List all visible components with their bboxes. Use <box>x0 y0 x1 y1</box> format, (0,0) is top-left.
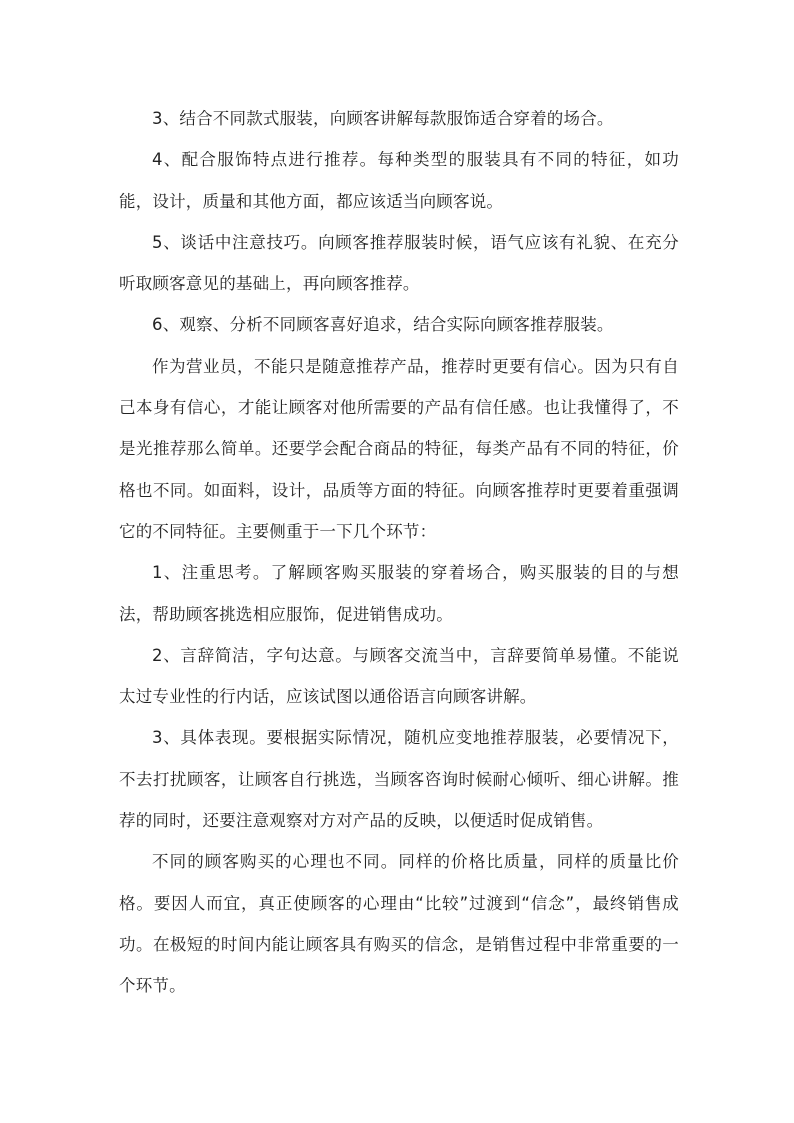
paragraph-item-1-thinking: 1、注重思考。了解顾客购买服装的穿着场合，购买服装的目的与想法，帮助顾客挑选相应服饰，促进销售成功。 <box>119 563 679 624</box>
paragraph-item-3-performance: 3、具体表现。要根据实际情况，随机应变地推荐服装，必要情况下，不去打扰顾客，让顾客自行挑选，当顾客咨询时候耐心倾听、细心讲解。推荐的同时，还要注意观察对方对产品的反映，以便适时促成销售。 <box>119 728 679 831</box>
paragraph-item-2-concise: 2、言辞简洁，字句达意。与顾客交流当中，言辞要简单易懂。不能说太过专业性的行内话，应该试图以通俗语言向顾客讲解。 <box>119 645 679 707</box>
paragraph-customer-psychology: 不同的顾客购买的心理也不同。同样的价格比质量，同样的质量比价格。要因人而宜，真正使顾客的心理由“比较”过渡到“信念”，最终销售成功。在极短的时间内能让顾客具有购买的信念，是销售过程中非常重要的一个环节。 <box>119 852 679 996</box>
paragraph-item-5-speaking-skills: 5、谈话中注意技巧。向顾客推荐服装时候，语气应该有礼貌、在充分听取顾客意见的基础上，再向顾客推荐。 <box>119 232 679 294</box>
paragraph-salesperson-confidence: 作为营业员，不能只是随意推荐产品，推荐时更要有信心。因为只有自己本身有信心，才能让顾客对他所需要的产品有信任感。也让我懂得了，不是光推荐那么简单。还要学会配合商品的特征，每类产品有不同的特征，价格也不同。如面料，设计，品质等方面的特征。向顾客推荐时更要着重强调它的不同特征。主要侧重于一下几个环节： <box>119 356 679 541</box>
paragraph-item-6-observe: 6、观察、分析不同顾客喜好追求，结合实际向顾客推荐服装。 <box>152 315 614 335</box>
document-body <box>119 98 679 1007</box>
paragraph-item-4-features: 4、配合服饰特点进行推荐。每种类型的服装具有不同的特征，如功能，设计，质量和其他方面，都应该适当向顾客说。 <box>119 150 679 211</box>
paragraph-item-3-occasion: 3、结合不同款式服装，向顾客讲解每款服饰适合穿着的场合。 <box>152 109 614 128</box>
